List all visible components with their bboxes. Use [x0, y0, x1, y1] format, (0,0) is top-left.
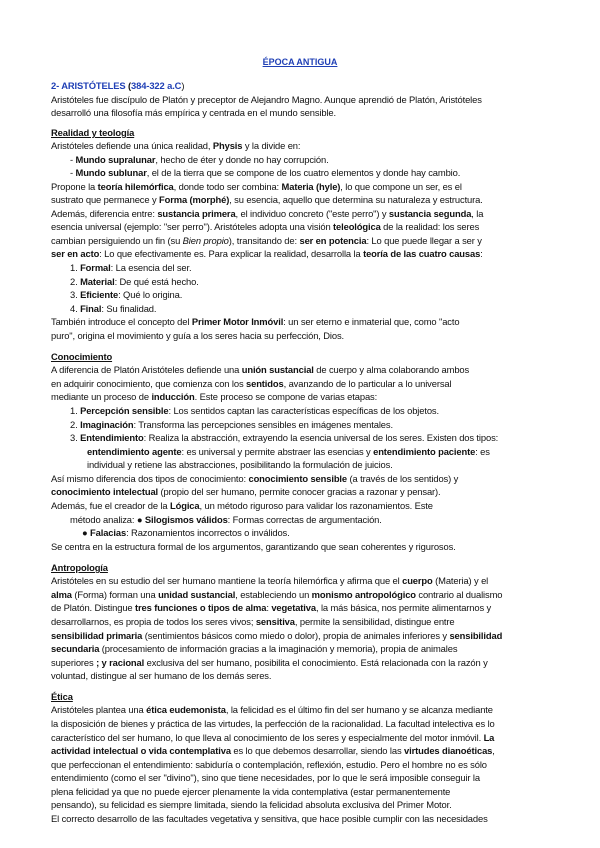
text-span: Entendimiento	[80, 432, 144, 443]
text-line	[51, 94, 482, 106]
text-line	[51, 194, 483, 206]
text-line	[51, 759, 487, 771]
page-title: ÉPOCA ANTIGUA	[262, 57, 338, 67]
text-span: A diferencia de Platón Aristóteles defiende una	[51, 364, 242, 375]
text-line	[82, 527, 290, 539]
text-span: 384-322 a.C	[131, 80, 182, 91]
text-span: ética eudemonista	[146, 704, 226, 715]
text-span: teoría de las cuatro causas	[363, 248, 481, 259]
text-line	[70, 514, 382, 526]
text-span: ser en potencia	[299, 235, 367, 246]
text-span: Aristóteles en su estudio del ser humano mantiene la teoría hilemórfica y afirma que el	[51, 575, 403, 586]
section-heading: Realidad y teología	[51, 127, 135, 138]
text-span: exclusiva del ser humano, posibilita el conocimiento. Está relacionada con la razón y	[144, 657, 488, 668]
text-line	[51, 208, 483, 220]
text-span: , la más básica, nos permite alimentarnos y	[315, 602, 492, 613]
text-line	[70, 262, 192, 274]
text-span: desarrollarnos, es propia de todos los seres vivos;	[51, 616, 256, 627]
text-line	[51, 745, 495, 757]
text-span: 2- ARISTÓTELES	[51, 80, 126, 91]
text-span: 2.	[70, 276, 81, 287]
text-span: y la divide en:	[242, 140, 301, 151]
text-span: voluntad, distingue al ser humano de los demás seres.	[51, 670, 272, 681]
text-span: teleológica	[333, 221, 381, 232]
text-line	[70, 432, 498, 444]
text-span: : Realiza la abstracción, extrayendo la esencia universal de los seres. Existen dos tipos:	[143, 432, 499, 443]
text-line	[70, 289, 182, 301]
text-span: cambian persiguiendo un fin (su	[51, 235, 183, 246]
text-span: teoría hilemórfica	[97, 181, 174, 192]
text-line	[51, 351, 112, 363]
text-span: secundaria	[51, 643, 100, 654]
text-span: ), transitando de:	[228, 235, 300, 246]
text-span: , el individuo concreto ("este perro") y	[235, 208, 389, 219]
text-line	[51, 541, 456, 553]
text-line	[51, 799, 452, 811]
text-span: (procesamiento de información gracias a la imaginación y memoria), propia de animales	[99, 643, 458, 654]
text-span	[70, 154, 155, 165]
text-span: entendimiento paciente	[373, 446, 476, 457]
text-line	[51, 732, 494, 744]
text-span: pensando), su felicidad es siempre limitada, siendo la felicidad absoluta exclusiva del Primer Motor.	[51, 799, 452, 810]
text-span: : Los sentidos captan las características específicas de los objetos.	[168, 405, 439, 416]
text-span: (Materia) y el	[432, 575, 489, 586]
text-span: 1.	[70, 262, 81, 273]
text-line	[51, 140, 300, 152]
text-span: conocimiento sensible	[248, 473, 348, 484]
text-line	[51, 221, 479, 233]
text-span: : La esencia del ser.	[110, 262, 192, 273]
text-line	[51, 500, 433, 512]
text-span: desarrolló una filosofía más empírica y centrada en el mundo sensible.	[51, 107, 336, 118]
text-span: sentidos	[246, 378, 284, 389]
text-span: : Formas correctas de argumentación.	[227, 514, 382, 525]
text-span: esencia universal (ejemplo: "ser perro"). Aristóteles adopta una visión	[51, 221, 334, 232]
text-span: de Platón. Distingue	[51, 602, 135, 613]
text-span: Formal	[80, 262, 111, 273]
text-span: Propone la	[51, 181, 98, 192]
text-span: 3.	[70, 432, 81, 443]
text-span: (Forma) forman una	[71, 589, 159, 600]
text-span: Eficiente	[80, 289, 119, 300]
text-span: Forma (morphé)	[159, 194, 230, 205]
text-line	[51, 630, 502, 642]
text-span: , la felicidad es el último fin del ser humano y se alcanza mediante	[225, 704, 493, 715]
text-span: )	[181, 80, 185, 91]
text-span: : De qué está hecho.	[114, 276, 199, 287]
text-span: entendimiento (como el ser "divino"), sino que tiene necesidades, por lo que le será imposible conseguir la	[51, 772, 480, 783]
text-span: ser en acto	[51, 248, 100, 259]
text-span: vegetativa	[271, 602, 316, 613]
text-span: de cuerpo y alma colaborando ambos	[313, 364, 470, 375]
text-span: sustancia segunda	[388, 208, 472, 219]
text-line	[51, 616, 455, 628]
text-span	[70, 167, 147, 178]
text-span: Aristóteles fue discípulo de Platón y preceptor de Alejandro Magno. Aunque aprendió de Platón, Aristóteles	[51, 94, 482, 105]
text-span: Bien propio	[182, 235, 229, 246]
text-span: sensibilidad	[449, 630, 503, 641]
text-span: , lo que compone un ser, es el	[340, 181, 462, 192]
text-span: Así mismo diferencia dos tipos de conocimiento:	[51, 473, 249, 484]
text-span: , hecho de éter y donde no hay corrupción.	[155, 154, 329, 165]
text-line	[51, 602, 491, 614]
text-line	[51, 235, 482, 247]
text-line	[51, 589, 502, 601]
text-span: superiores	[51, 657, 97, 668]
text-span: Primer Motor Inmóvil	[191, 316, 284, 327]
text-span: Además, fue el creador de la	[51, 500, 170, 511]
text-span: Materia (hyle)	[281, 181, 341, 192]
text-span: , estableciendo un	[235, 589, 312, 600]
text-span: :	[266, 602, 272, 613]
text-span: unión sustancial	[241, 364, 314, 375]
text-span: Material	[80, 276, 115, 287]
text-span: El correcto desarrollo de las facultades vegetativa y sensitiva, que hace posible cumplir con las necesidades	[51, 813, 488, 824]
list-dash: -	[70, 154, 76, 165]
text-span: (a través de los sentidos) y	[347, 473, 459, 484]
text-span: : es	[475, 446, 490, 457]
text-span: (propio del ser humano, permite conocer gracias a razonar y pensar).	[158, 486, 441, 497]
text-span: :	[480, 248, 483, 259]
text-line	[51, 718, 495, 730]
section-heading: Ética	[51, 691, 73, 702]
text-span: , la	[471, 208, 484, 219]
text-span: método analiza: ●	[70, 514, 145, 525]
text-span: , avanzando de lo particular a lo universal	[283, 378, 452, 389]
text-line	[51, 657, 488, 669]
text-span: Se centra en la estructura formal de los argumentos, garantizando que sean coherentes y rigurosos.	[51, 541, 456, 552]
text-span: conocimiento intelectual	[51, 486, 159, 497]
text-span: individual y retiene las abstracciones, posibilitando la formulación de juicios.	[87, 459, 393, 470]
text-span: : Transforma las percepciones sensibles en imágenes mentales.	[133, 419, 393, 430]
text-span: ●	[82, 527, 91, 538]
text-line	[51, 575, 488, 587]
text-line	[51, 316, 459, 328]
text-span: virtudes dianoéticas	[404, 745, 493, 756]
text-span: sensitiva	[255, 616, 295, 627]
text-line	[51, 473, 458, 485]
text-span: : Su finalidad.	[101, 303, 157, 314]
text-span: , permite la sensibilidad, distingue entre	[294, 616, 455, 627]
text-span: característico del ser humano, lo que lleva al conocimiento de los seres y especialmente del motor inmóvil.	[51, 732, 484, 743]
text-span: Percepción sensible	[80, 405, 169, 416]
text-line	[87, 459, 393, 471]
text-span: 1.	[70, 405, 81, 416]
term: Mundo sublunar	[75, 167, 147, 178]
text-line	[51, 391, 377, 403]
text-span: La	[483, 732, 495, 743]
text-span: (	[125, 80, 132, 91]
text-span: Final	[80, 303, 102, 314]
text-line	[51, 181, 462, 193]
text-span: actividad intelectual o vida contemplativa	[51, 745, 231, 756]
text-span: También introduce el concepto del	[51, 316, 192, 327]
text-span: de la realidad: los seres	[380, 221, 480, 232]
section-heading: Conocimiento	[51, 351, 113, 362]
text-span: sustrato que permanece y	[51, 194, 159, 205]
text-span: . Este proceso se compone de varias etapas:	[194, 391, 378, 402]
text-span: ,	[492, 745, 495, 756]
text-span: sustancia primera	[157, 208, 236, 219]
text-span: contrario al dualismo	[415, 589, 503, 600]
text-line	[70, 167, 460, 179]
text-line	[51, 330, 344, 342]
text-span: : Razonamientos incorrectos o inválidos.	[126, 527, 290, 538]
text-span: Aristóteles plantea una	[51, 704, 147, 715]
text-line	[51, 80, 184, 92]
text-span: 3.	[70, 289, 81, 300]
text-span: Además, diferencia entre:	[51, 208, 158, 219]
text-span: monismo antropológico	[311, 589, 416, 600]
text-line	[51, 378, 451, 390]
text-span: 2.	[70, 419, 81, 430]
text-span: , un método riguroso para validar los razonamientos. Este	[199, 500, 433, 511]
text-span: entendimiento agente	[87, 446, 182, 457]
text-span: : Qué lo origina.	[118, 289, 183, 300]
text-line	[70, 419, 393, 431]
text-span: 4.	[70, 303, 81, 314]
text-span: sensibilidad primaria	[51, 630, 143, 641]
text-span: Lógica	[170, 500, 200, 511]
text-line	[70, 303, 156, 315]
text-span: : es universal y permite abstraer las esencias y	[181, 446, 374, 457]
text-line	[51, 364, 469, 376]
section-heading: Antropología	[51, 562, 108, 573]
text-line	[51, 813, 488, 825]
term: Mundo supralunar	[75, 154, 156, 165]
text-span: plena felicidad ya que no puede ejercer plenamente la vida contemplativa (estar permanentemente	[51, 786, 451, 797]
text-span: unidad sustancial	[158, 589, 236, 600]
text-span: Physis	[212, 140, 243, 151]
text-span: inducción	[151, 391, 195, 402]
text-line	[51, 643, 457, 655]
text-line	[51, 248, 483, 260]
text-line	[70, 405, 439, 417]
text-line	[51, 486, 441, 498]
text-line	[87, 446, 490, 458]
text-span: tres funciones o tipos de alma	[135, 602, 267, 613]
text-span: la disposición de bienes y práctica de las virtudes, la perfección de la racionalidad. La facultad intelectiva es lo	[51, 718, 495, 729]
text-span: Silogismos válidos	[144, 514, 228, 525]
text-span: , el de la tierra que se compone de los cuatro elementos y donde hay cambio.	[146, 167, 461, 178]
text-span: es lo que debemos desarrollar, siendo las	[230, 745, 404, 756]
list-dash: -	[70, 167, 76, 178]
text-span: en adquirir conocimiento, que comienza con los	[51, 378, 246, 389]
text-span: ; y racional	[96, 657, 145, 668]
text-span: Falacias	[90, 527, 127, 538]
text-span: , donde todo ser combina:	[173, 181, 282, 192]
text-line	[70, 276, 199, 288]
text-line	[51, 107, 336, 119]
text-span: : Lo que puede llegar a ser y	[366, 235, 482, 246]
text-span: Imaginación	[80, 419, 134, 430]
text-line	[51, 127, 134, 139]
text-span: alma	[51, 589, 72, 600]
text-span: : Lo que efectivamente es. Para explicar la realidad, desarrolla la	[99, 248, 364, 259]
text-line	[51, 704, 493, 716]
text-span: , su esencia, aquello que determina su naturaleza y estructura.	[229, 194, 483, 205]
text-span: cuerpo	[402, 575, 433, 586]
text-line	[51, 670, 271, 682]
text-span: puro", origina el movimiento y guía a los seres hacia su perfección, Dios.	[51, 330, 345, 341]
text-line	[70, 154, 329, 166]
text-line	[51, 562, 108, 574]
text-span: mediante un proceso de	[51, 391, 152, 402]
text-line	[51, 691, 73, 703]
text-span: : un ser eterno e inmaterial que, como "acto	[283, 316, 460, 327]
text-line	[51, 772, 480, 784]
text-span: que perfeccionan el entendimiento: sabiduría o contemplación, reflexión, estudio. Pero el hombre no es sólo	[51, 759, 487, 770]
text-line	[51, 786, 450, 798]
text-span: Aristóteles defiende una única realidad,	[51, 140, 213, 151]
text-span: (sentimientos básicos como miedo o dolor), propia de animales inferiores y	[142, 630, 450, 641]
